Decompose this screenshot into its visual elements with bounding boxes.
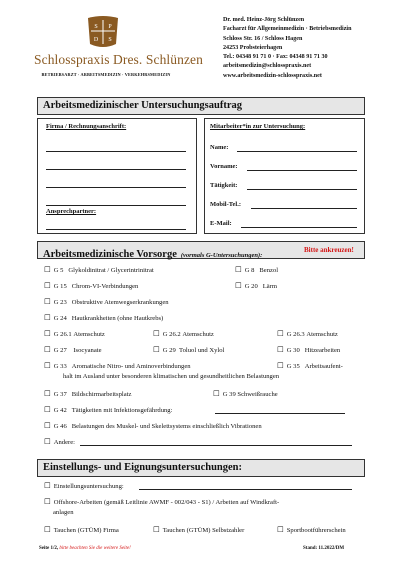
item-code: G 8 — [244, 267, 255, 274]
mobile-field[interactable] — [251, 208, 357, 209]
check-g30[interactable] — [277, 345, 340, 354]
item-label: Tauchen (GTÜM) Selbstzahler — [162, 527, 245, 534]
footer-page: Seite 1/2, — [39, 546, 59, 551]
address-line: 24253 Probsteierhagen — [223, 44, 283, 51]
checkbox-icon[interactable]: ☐ — [44, 525, 51, 534]
item-code: G 26.1 — [53, 331, 72, 338]
check-g8[interactable] — [235, 265, 278, 274]
item-label: Hautkrankheiten (ohne Hautkrebs) — [71, 315, 164, 322]
employee-box — [204, 118, 365, 234]
checkbox-icon[interactable]: ☐ — [44, 481, 51, 490]
name-field-label: Name: — [210, 144, 229, 151]
checkbox-icon[interactable]: ☐ — [153, 345, 160, 354]
item-label: Glykoldinitrat / Glycerintrinitrat — [68, 267, 154, 274]
check-g33[interactable] — [44, 361, 191, 370]
checkbox-icon[interactable]: ☐ — [235, 281, 242, 290]
item-code: G 42 — [53, 407, 67, 414]
logo-emblem-icon — [84, 14, 122, 50]
svg-text:D: D — [93, 37, 99, 43]
item-code: G 46 — [53, 423, 67, 430]
checkbox-icon[interactable]: ☐ — [277, 361, 284, 370]
order-section-header — [37, 97, 365, 115]
other-input-line[interactable] — [80, 445, 352, 446]
check-g26-3[interactable] — [277, 329, 338, 338]
checkbox-icon[interactable]: ☐ — [44, 265, 51, 274]
activity-field[interactable] — [247, 189, 357, 190]
check-boat-license[interactable] — [277, 525, 346, 534]
address-line: Schloss Str. 16 / Schloss Hagen — [223, 35, 303, 42]
item-label: Tauchen (GTÜM) Firma — [53, 527, 119, 534]
firstname-field[interactable] — [247, 170, 357, 171]
email-field-label: E-Mail: — [210, 220, 232, 227]
activity-field-label: Tätigkeit: — [210, 182, 238, 189]
item-code: G 15 — [53, 283, 67, 290]
g42-input-line[interactable] — [215, 413, 345, 414]
item-label: Atemschutz — [306, 331, 338, 338]
checkbox-icon[interactable]: ☐ — [44, 437, 51, 446]
checkbox-icon[interactable]: ☐ — [44, 405, 51, 414]
item-label: Andere: — [53, 439, 75, 446]
svg-text:S: S — [94, 24, 98, 30]
footer-status: Stand: 11.2022/DM — [303, 546, 345, 551]
address-email[interactable]: arbeitsmedizin@schlosspraxis.net — [223, 63, 312, 70]
check-g35[interactable] — [277, 361, 343, 370]
item-code: G 26.3 — [286, 331, 305, 338]
item-code: G 26.2 — [162, 331, 181, 338]
address-line: Facharzt für Allgemeinmedizin · Betriebsmedizin — [223, 26, 352, 33]
item-label: Tätigkeiten mit Infektionsgefährdung: — [71, 407, 173, 414]
company-line-1[interactable] — [46, 151, 186, 152]
check-g37[interactable] — [44, 389, 131, 398]
check-g23[interactable] — [44, 297, 169, 306]
email-field[interactable] — [241, 227, 357, 228]
item-label: Lärm — [262, 283, 277, 290]
hiring-section-title: Einstellungs- und Eignungsuntersuchungen: — [43, 462, 242, 473]
checkbox-icon[interactable]: ☐ — [44, 281, 51, 290]
item-code: G 37 — [53, 391, 67, 398]
vorsorge-subtitle: (vormals G-Untersuchungen): — [180, 252, 263, 259]
check-g46[interactable] — [44, 421, 262, 430]
item-code: G 24 — [53, 315, 67, 322]
company-label: Firma / Rechnungsanschrift: — [46, 123, 127, 130]
contact-label: Ansprechpartner: — [46, 208, 97, 215]
item-label: Bildschirmarbeitsplatz — [71, 391, 132, 398]
name-field[interactable] — [237, 151, 357, 152]
contact-line[interactable] — [46, 229, 186, 230]
item-label: Einstellungsuntersuchung: — [53, 483, 124, 490]
svg-text:P: P — [108, 24, 112, 30]
vorsorge-hint: Bitte ankreuzen! — [304, 246, 354, 254]
check-diving-self[interactable] — [153, 525, 244, 534]
company-box — [37, 118, 197, 234]
checkbox-icon[interactable]: ☐ — [44, 345, 51, 354]
check-diving-company[interactable] — [44, 525, 119, 534]
checkbox-icon[interactable]: ☐ — [44, 297, 51, 306]
checkbox-icon[interactable]: ☐ — [277, 329, 284, 338]
item-label: Benzol — [259, 267, 279, 274]
check-g27[interactable] — [44, 345, 102, 354]
item-label: Hitzearbeiten — [304, 347, 341, 354]
item-label: Toluol und Xylol — [179, 347, 225, 354]
svg-text:S: S — [108, 37, 112, 43]
item-code: G 23 — [53, 299, 67, 306]
check-g5[interactable] — [44, 265, 154, 274]
checkbox-icon[interactable]: ☐ — [44, 313, 51, 322]
item-code: G 27 — [53, 347, 67, 354]
check-g42[interactable] — [44, 405, 172, 414]
vorsorge-title: Arbeitsmedizinische Vorsorge — [43, 249, 177, 260]
checkbox-icon[interactable]: ☐ — [235, 265, 242, 274]
item-label: Obstruktive Atemwegserkrankungen — [71, 299, 169, 306]
footer-page-info — [39, 546, 131, 551]
item-code: G 35 — [286, 363, 300, 370]
hiring-section-header — [37, 459, 365, 477]
address-block — [223, 16, 393, 81]
item-code: G 29 — [162, 347, 176, 354]
item-label: Sportbootführerschein — [286, 527, 346, 534]
check-g26-2[interactable] — [153, 329, 214, 338]
company-line-4[interactable] — [46, 205, 186, 206]
check-hiring-exam[interactable] — [44, 481, 124, 490]
employee-label: Mitarbeiter*in zur Untersuchung: — [210, 123, 306, 130]
vorsorge-section-header — [37, 241, 365, 259]
hiring-exam-line[interactable] — [139, 489, 352, 490]
check-g26-1[interactable] — [44, 329, 105, 338]
order-section-title: Arbeitsmedizinischer Untersuchungsauftrag — [43, 100, 243, 111]
address-phone: Tel.: 04348 91 71 0 · Fax: 04348 91 71 30 — [223, 54, 328, 61]
check-offshore[interactable] — [44, 497, 279, 506]
checkbox-icon[interactable]: ☐ — [44, 361, 51, 370]
item-label: Schweißrauche — [237, 391, 278, 398]
check-g29[interactable] — [153, 345, 224, 354]
item-label: Aromatische Nitro- und Aminoverbindungen — [71, 363, 191, 370]
logo-tagline: BETRIEBSARZT · ARBEITSMEDIZIN · VERKEHRSMEDIZIN — [41, 72, 171, 77]
checkbox-icon[interactable]: ☐ — [44, 389, 51, 398]
checkbox-icon[interactable]: ☐ — [153, 525, 160, 534]
check-g20[interactable] — [235, 281, 277, 290]
address-website[interactable]: www.arbeitsmedizin-schlosspraxis.net — [223, 72, 322, 79]
item-code: G 39 — [222, 391, 236, 398]
offshore-continuation: anlagen — [53, 509, 74, 516]
check-g24[interactable] — [44, 313, 163, 322]
company-line-2[interactable] — [46, 169, 186, 170]
checkbox-icon[interactable]: ☐ — [277, 345, 284, 354]
address-line: Dr. med. Heinz-Jörg Schlünzen — [223, 17, 305, 23]
vorsorge-title-wrap — [43, 244, 262, 262]
checkbox-icon[interactable]: ☐ — [44, 497, 51, 506]
checkbox-icon[interactable]: ☐ — [44, 421, 51, 430]
check-other[interactable] — [44, 437, 75, 446]
checkbox-icon[interactable]: ☐ — [213, 389, 220, 398]
item-label: Arbeitsaufent- — [304, 363, 343, 370]
checkbox-icon[interactable]: ☐ — [153, 329, 160, 338]
item-label: Isocyanate — [73, 347, 102, 354]
firstname-field-label: Vorname: — [210, 163, 238, 170]
footer-note: bitte beachten Sie die weitere Seite! — [59, 546, 131, 551]
checkbox-icon[interactable]: ☐ — [44, 329, 51, 338]
item-label: Atemschutz — [73, 331, 105, 338]
item-label: Chrom-VI-Verbindungen — [71, 283, 139, 290]
item-code: G 5 — [53, 267, 64, 274]
item-code: G 33 — [53, 363, 67, 370]
mobile-field-label: Mobil-Tel.: — [210, 201, 241, 208]
item-code: G 20 — [244, 283, 258, 290]
item-code: G 30 — [286, 347, 300, 354]
g35-continuation: halt im Ausland unter besonderen klimatischen und gesundheitlichen Belastungen — [63, 373, 280, 380]
item-label: Atemschutz — [182, 331, 214, 338]
company-line-3[interactable] — [46, 187, 186, 188]
check-g39[interactable] — [213, 389, 278, 398]
item-label: Offshore-Arbeiten (gemäß Leitlinie AWMF - 002/043 - S1) / Arbeiten auf Windkraft- — [53, 499, 280, 506]
checkbox-icon[interactable]: ☐ — [277, 525, 284, 534]
check-g15[interactable] — [44, 281, 138, 290]
logo-name: Schlosspraxis Dres. Schlünzen — [34, 52, 203, 67]
item-label: Belastungen des Muskel- und Skelettsystems einschließlich Vibrationen — [71, 423, 262, 430]
